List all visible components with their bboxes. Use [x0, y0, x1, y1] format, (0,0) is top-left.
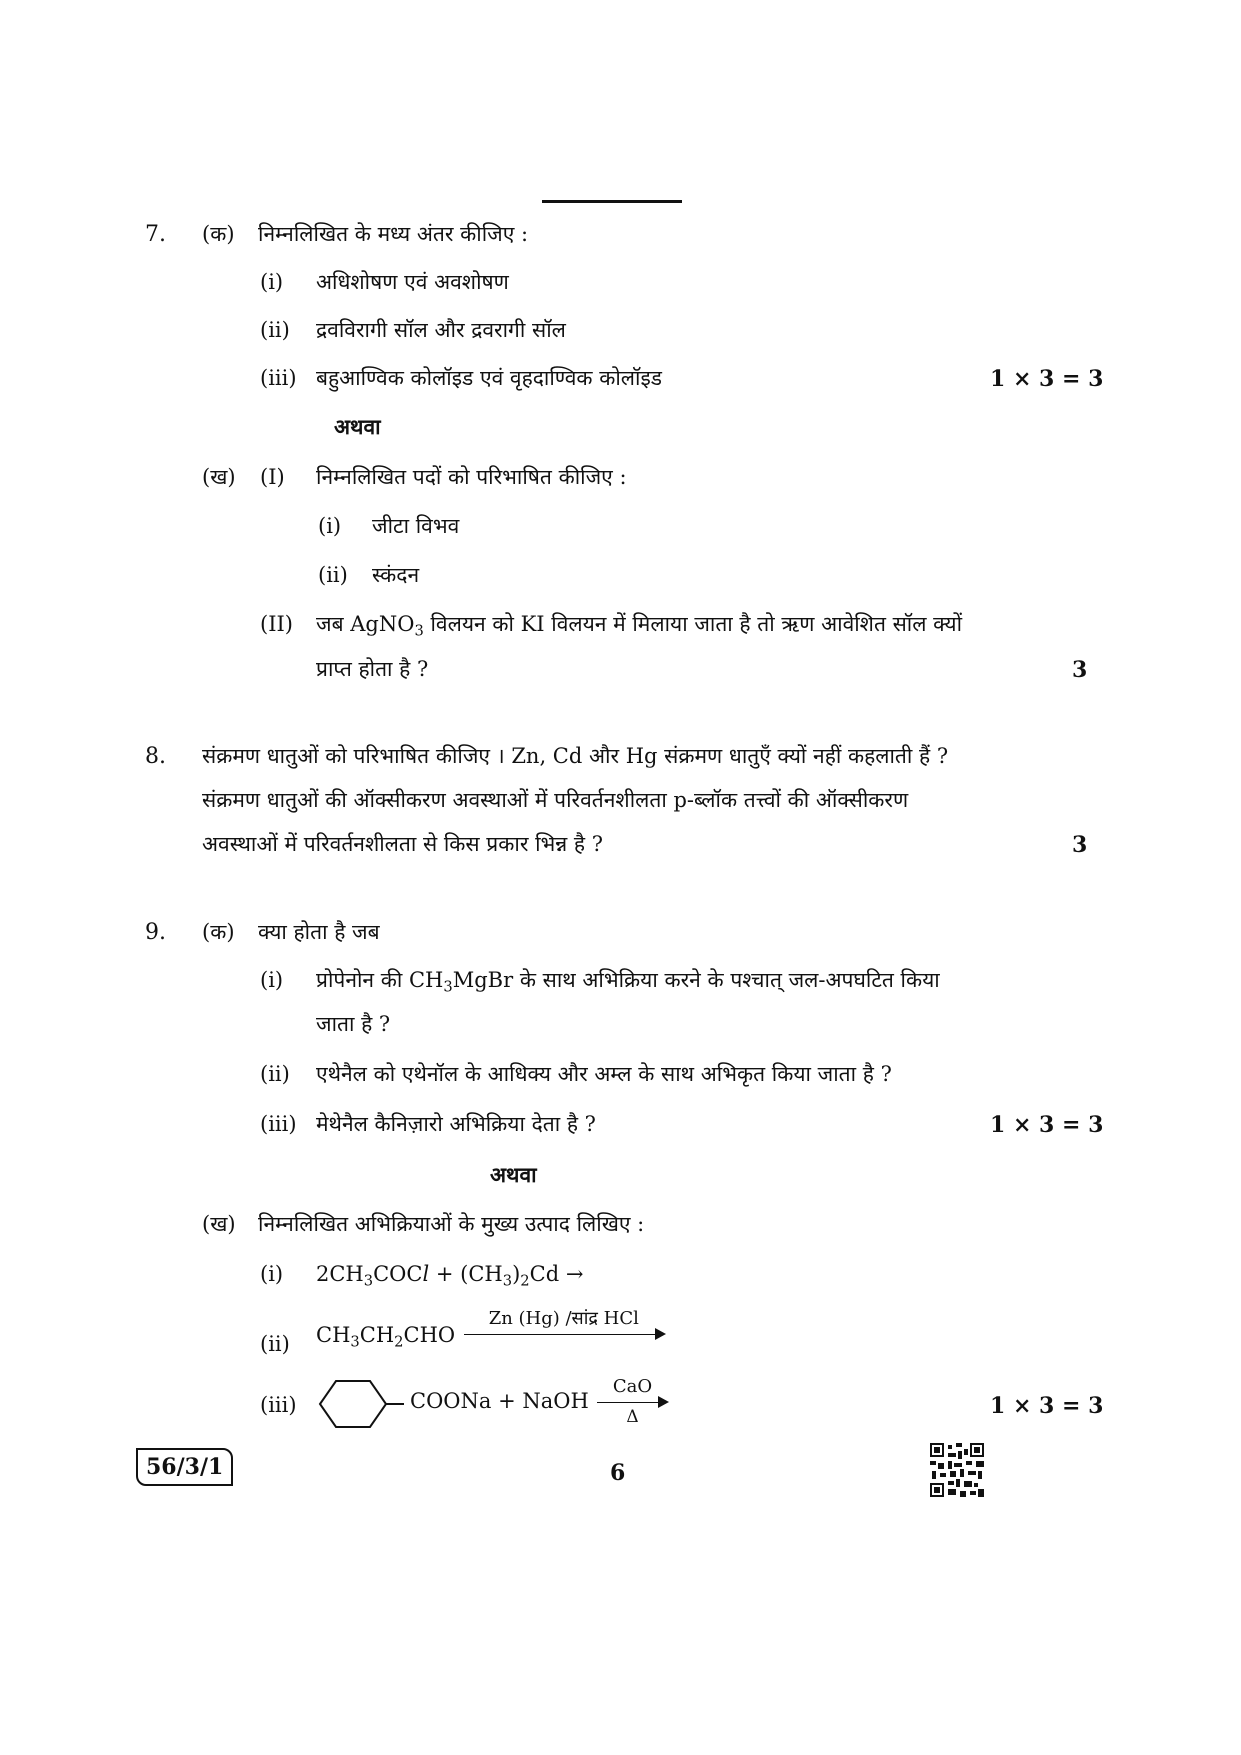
q9-iii-label: (iii) [260, 1112, 297, 1136]
q7-i-text: अधिशोषण एवं अवशोषण [316, 270, 509, 294]
q9-athwa: अथवा [490, 1162, 537, 1187]
q7-i-label: (i) [260, 270, 284, 294]
paper-code-badge: 56/3/1 [136, 1448, 233, 1486]
reaction-1: $2CH_3COCl + (CH_3)_2Cd$ → [316, 1262, 584, 1290]
q7-ii-label: (ii) [260, 318, 290, 342]
reaction-3-arrow: CaO Δ [597, 1378, 667, 1426]
q9-ii-label: (ii) [260, 1062, 290, 1086]
q7-part-a-label: (क) [202, 222, 235, 246]
q9-i-line2: जाता है ? [316, 1012, 391, 1036]
q7-part-a-text: निम्नलिखित के मध्य अंतर कीजिए : [258, 222, 529, 246]
reaction-2: $CH_3CH_2CHO$ Zn (Hg) /सांद्र HCl [316, 1310, 666, 1350]
q8-line3: अवस्थाओं में परिवर्तनशीलता से किस प्रकार भिन्न है ? [202, 832, 604, 856]
q8-number: 8. [145, 744, 166, 769]
q9-ii-text: एथेनैल को एथेनॉल के आधिक्य और अम्ल के साथ अभिकृत किया जाता है ? [316, 1062, 892, 1086]
q7-I-label: (I) [260, 465, 285, 489]
page-number: 6 [610, 1460, 626, 1486]
q7-ii-text: द्रवविरागी सॉल और द्रवरागी सॉल [316, 318, 566, 342]
q7-part-b-label: (ख) [202, 465, 236, 489]
q7-II-text: जब AgNO$_3$ विलयन को KI विलयन में मिलाया जाता है तो ऋण आवेशित सॉल क्यों [316, 612, 963, 640]
q9-part-b-label: (ख) [202, 1212, 236, 1236]
q9-part-a-text: क्या होता है जब [258, 920, 380, 944]
q9-r3-label: (iii) [260, 1393, 297, 1417]
q7-I-text: निम्नलिखित पदों को परिभाषित कीजिए : [316, 465, 627, 489]
q7-a-marks: 1 × 3 = 3 [990, 366, 1104, 392]
q9-number: 9. [145, 920, 166, 945]
q8-line1: संक्रमण धातुओं को परिभाषित कीजिए । Zn, Cd और Hg संक्रमण धातुएँ क्यों नहीं कहलाती हैं ? [202, 744, 949, 768]
separator-line [542, 200, 682, 203]
q9-iii-text: मेथेनैल कैनिज़ारो अभिक्रिया देता है ? [316, 1112, 596, 1136]
q7-number: 7. [145, 222, 166, 247]
q7-iii-text: बहुआण्विक कोलॉइड एवं वृहदाण्विक कोलॉइड [316, 366, 663, 390]
qr-code-icon [930, 1443, 984, 1497]
q7-b-ii-label: (ii) [318, 563, 348, 587]
q7-b-i-label: (i) [318, 514, 342, 538]
q7-II-line2: प्राप्त होता है ? [316, 657, 429, 681]
q8-marks: 3 [1072, 832, 1088, 858]
q8-line2: संक्रमण धातुओं की ऑक्सीकरण अवस्थाओं में परिवर्तनशीलता p-ब्लॉक तत्त्वों की ऑक्सीकरण [202, 788, 909, 812]
q7-II-label: (II) [260, 612, 293, 636]
q7-b-marks: 3 [1072, 657, 1088, 683]
q7-iii-label: (iii) [260, 366, 297, 390]
q9-i-label: (i) [260, 968, 284, 992]
q9-i-text: प्रोपेनोन की $CH_3MgBr$ के साथ अभिक्रिया करने के पश्चात् जल-अपघटित किया [316, 968, 940, 996]
reaction-3: COONa + NaOH CaO Δ [410, 1378, 669, 1426]
q7-b-ii-text: स्कंदन [372, 563, 420, 587]
q9-r1-label: (i) [260, 1262, 284, 1286]
q9-part-a-label: (क) [202, 920, 235, 944]
q9-a-marks: 1 × 3 = 3 [990, 1112, 1104, 1138]
q9-part-b-text: निम्नलिखित अभिक्रियाओं के मुख्य उत्पाद लिखिए : [258, 1212, 645, 1236]
q9-b-marks: 1 × 3 = 3 [990, 1393, 1104, 1419]
cyclohexyl-ring-icon [318, 1378, 406, 1430]
q9-r2-label: (ii) [260, 1332, 290, 1356]
reaction-2-arrow: Zn (Hg) /सांद्र HCl [464, 1310, 664, 1338]
q7-athwa: अथवा [334, 414, 381, 439]
q7-b-i-text: जीटा विभव [372, 514, 460, 538]
